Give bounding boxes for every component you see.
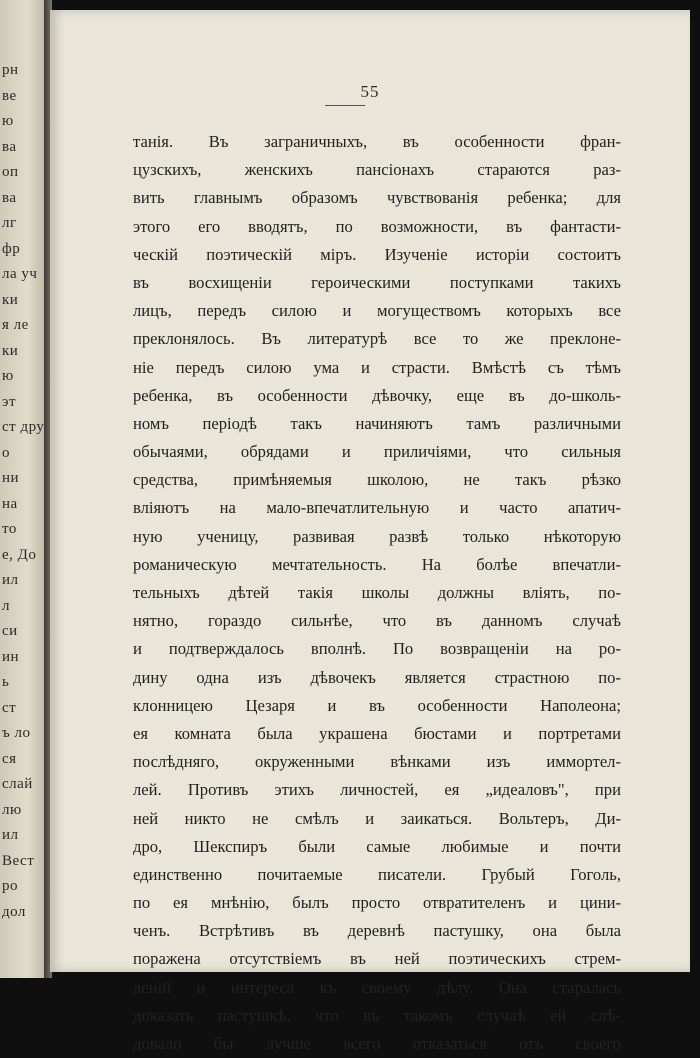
- left-page-fragment: рн: [2, 62, 19, 78]
- left-page-fragment: ю: [2, 113, 14, 129]
- left-page-fragment: лг: [2, 215, 17, 231]
- text-line: ея комната была украшена бюстами и портретами: [133, 723, 621, 743]
- page-number: 55: [360, 82, 380, 101]
- text-line: ную ученицу, развивая развѣ только нѣкоторую: [133, 526, 621, 546]
- left-page-fragment: ин: [2, 648, 20, 665]
- left-page-fragment: то: [2, 521, 17, 537]
- left-page-fragment: Вест: [2, 852, 35, 869]
- text-line: клонницею Цезаря и въ особенности Наполеона;: [133, 695, 621, 715]
- text-line: поражена отсутствіемъ въ ней поэтическихъ стрем-: [133, 949, 621, 969]
- page-number-rule: [325, 105, 365, 106]
- body-text: [133, 128, 621, 1058]
- text-line: лицъ, передъ силою и могуществомъ которыхъ все: [133, 301, 621, 321]
- left-page-fragment: ки: [2, 342, 19, 359]
- text-line: леній и интереса къ своему дѣлу. Она старалась: [133, 977, 621, 997]
- text-line: вліяютъ на мало-впечатлительную и часто апатич-: [133, 498, 621, 518]
- text-line: довало бы лучше всего отказаться отъ своего: [133, 1034, 621, 1053]
- text-line: послѣдняго, окруженными вѣнками изъ иммортел-: [133, 752, 621, 772]
- left-page-fragment: л: [2, 597, 10, 614]
- left-page-fragment: ки: [2, 291, 19, 308]
- left-page-fragment: ст: [2, 699, 17, 716]
- text-line: этого его вводятъ, по возможности, въ фантасти-: [133, 216, 621, 236]
- left-page-fragment: ро: [2, 878, 18, 894]
- text-line: вить главнымъ образомъ чувствованія ребенка; для: [133, 188, 621, 208]
- book-page: [50, 10, 690, 1053]
- left-page-fragment: фр: [2, 240, 21, 257]
- left-page-fragment: ю: [2, 368, 14, 384]
- text-line: ченъ. Встрѣтивъ въ деревнѣ пастушку, она была: [133, 921, 621, 941]
- left-page-fragment: эт: [2, 393, 16, 410]
- text-line: средства, примѣняемыя школою, не такъ рѣзко: [133, 470, 621, 490]
- text-line: преклонялось. Въ литературѣ все то же преклоне-: [133, 329, 621, 349]
- text-line: ней никто не смѣлъ и заикаться. Вольтеръ, Ди-: [133, 808, 621, 828]
- left-page-fragment: ся: [2, 750, 17, 767]
- text-line: романическую мечтательность. На болѣе впечатли-: [133, 554, 621, 574]
- left-page-fragment: слай: [2, 776, 33, 792]
- text-line: дину одна изъ дѣвочекъ является страстною по-: [133, 667, 621, 687]
- left-page-fragment: на: [2, 495, 18, 512]
- text-line: лей. Противъ этихъ личностей, ея „идеаловъ", при: [133, 780, 621, 800]
- left-page-fragment: ил: [2, 827, 19, 843]
- left-page-fragment: оп: [2, 164, 19, 180]
- text-line: единственно почитаемые писатели. Грубый Гоголь,: [133, 864, 621, 884]
- text-line: тельныхъ дѣтей такія школы должны вліять, по-: [133, 583, 621, 602]
- left-page-fragment: ла уч: [2, 266, 38, 282]
- left-page-fragment: ил: [2, 572, 19, 588]
- left-page-fragment: ва: [2, 189, 17, 206]
- left-page-fragment: си: [2, 623, 18, 639]
- text-line: ніе передъ силою ума и страсти. Вмѣстѣ съ тѣмъ: [133, 357, 621, 377]
- text-line: ческій поэтическій міръ. Изученіе исторіи состоитъ: [133, 244, 621, 264]
- left-page-fragment: лю: [2, 801, 22, 818]
- text-line: и подтверждалось вполнѣ. По возвращеніи на ро-: [133, 639, 621, 659]
- text-line: нятно, гораздо сильнѣе, что въ данномъ случаѣ: [133, 611, 621, 631]
- text-line: обычаями, обрядами и приличіями, что сильныя: [133, 442, 621, 462]
- text-line: въ восхищеніи героическими поступками такихъ: [133, 272, 621, 292]
- left-page-fragment: о: [2, 444, 10, 461]
- left-page-fragment: ни: [2, 470, 20, 486]
- left-page-fragment: ъ ло: [2, 725, 31, 741]
- text-line: номъ періодѣ такъ начиняютъ тамъ различными: [133, 413, 621, 433]
- left-page-fragment: ва: [2, 138, 17, 155]
- text-line: цузскихъ, женскихъ пансіонахъ стараются раз-: [133, 160, 621, 180]
- left-page-fragment: я ле: [2, 317, 29, 333]
- text-line: доказать пастушкѣ, что въ такомъ случаѣ ей слѣ-: [133, 1005, 621, 1025]
- text-line: танія. Въ заграничныхъ, въ особенности фран-: [133, 132, 621, 151]
- text-line: дро, Шекспиръ были самые любимые и почти: [133, 836, 621, 856]
- text-line: по ея мнѣнію, былъ просто отвратителенъ и цини-: [133, 893, 621, 913]
- left-page-edge: [0, 0, 46, 978]
- left-page-fragment: дол: [2, 903, 26, 920]
- left-page-fragment: ь: [2, 674, 10, 690]
- left-page-fragment: ве: [2, 87, 17, 104]
- left-page-fragment: ст дру: [2, 419, 45, 435]
- text-line: ребенка, въ особенности дѣвочку, еще въ до-школь-: [133, 385, 621, 405]
- left-page-fragment: е, До: [2, 546, 37, 563]
